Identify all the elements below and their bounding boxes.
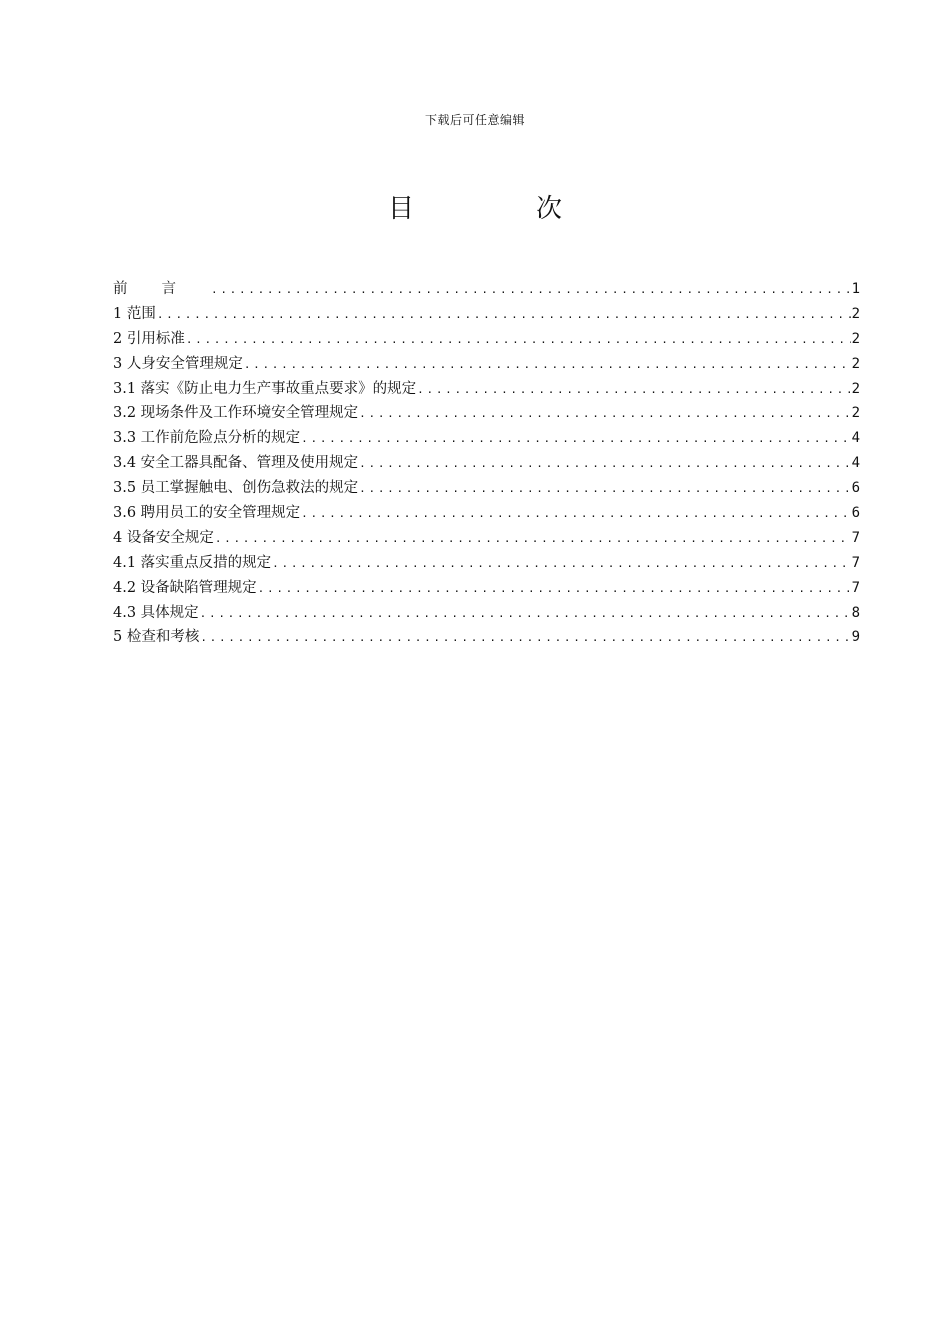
toc-entry-3-2[interactable] xyxy=(113,401,860,426)
toc-entry-page: 2 xyxy=(851,330,860,347)
toc-entry-3-4[interactable] xyxy=(113,451,860,476)
toc-entry-label: 5 检查和考核 xyxy=(113,629,200,646)
toc-entry-page: 2 xyxy=(851,380,860,397)
toc-entry-page: 6 xyxy=(851,505,860,522)
toc-entry-page: 2 xyxy=(851,355,860,372)
toc-entry-equipment-safety[interactable] xyxy=(113,526,860,551)
toc-entry-personal-safety[interactable] xyxy=(113,352,860,377)
toc-title: 目 次 xyxy=(387,194,610,224)
toc-entry-3-5[interactable] xyxy=(113,476,860,501)
toc-leader-dots xyxy=(215,527,851,552)
toc-entry-label: 3.1 落实《防止电力生产事故重点要求》的规定 xyxy=(113,380,417,397)
toc-entry-label: 2 引用标准 xyxy=(113,330,185,347)
toc-entry-label: 3.3 工作前危险点分析的规定 xyxy=(113,430,301,447)
toc-entry-label: 4 设备安全规定 xyxy=(113,529,214,546)
toc-entry-label: 3.2 现场条件及工作环境安全管理规定 xyxy=(113,405,359,422)
toc-leader-dots xyxy=(359,477,850,502)
toc-entry-page: 7 xyxy=(851,529,860,546)
toc-entry-label: 3.5 员工掌握触电、创伤急救法的规定 xyxy=(113,480,359,497)
toc-entry-3-3[interactable] xyxy=(113,426,860,451)
toc-leader-dots xyxy=(301,427,850,452)
toc-entry-label: 3.6 聘用员工的安全管理规定 xyxy=(113,505,301,522)
toc-leader-dots xyxy=(244,353,851,378)
toc-entry-label: 1 范围 xyxy=(113,305,156,322)
toc-entry-label: 4.2 设备缺陷管理规定 xyxy=(113,579,257,596)
toc-leader-dots xyxy=(359,402,850,427)
toc-entry-label: 4.1 落实重点反措的规定 xyxy=(113,554,272,571)
toc-entry-page: 2 xyxy=(851,405,860,422)
toc-leader-dots xyxy=(301,502,850,527)
toc-leader-dots xyxy=(211,278,851,303)
toc-entry-scope[interactable] xyxy=(113,302,860,327)
toc-entry-label: 前言 xyxy=(113,281,210,297)
toc-entry-preface[interactable] xyxy=(113,277,860,302)
toc-leader-dots xyxy=(186,328,851,353)
toc-entry-3-6[interactable] xyxy=(113,501,860,526)
toc-entry-page: 6 xyxy=(851,480,860,497)
toc-entry-page: 1 xyxy=(851,281,860,297)
toc-entry-4-3[interactable] xyxy=(113,601,860,626)
toc-entry-page: 4 xyxy=(851,455,860,472)
header-note: 下载后可任意编辑 xyxy=(424,113,525,127)
toc-entry-label: 3.4 安全工器具配备、管理及使用规定 xyxy=(113,455,359,472)
toc-leader-dots xyxy=(157,303,851,328)
toc-leader-dots xyxy=(417,378,850,403)
toc-entry-references[interactable] xyxy=(113,327,860,352)
toc-entry-4-1[interactable] xyxy=(113,551,860,576)
toc-leader-dots xyxy=(200,602,851,627)
toc-entry-page: 7 xyxy=(851,554,860,571)
toc-entry-page: 2 xyxy=(851,305,860,322)
toc-leader-dots xyxy=(272,552,850,577)
toc-leader-dots xyxy=(200,626,850,651)
toc-entry-4-2[interactable] xyxy=(113,576,860,601)
toc-entry-3-1[interactable] xyxy=(113,377,860,402)
toc-entry-page: 4 xyxy=(851,430,860,447)
toc-entry-label: 4.3 具体规定 xyxy=(113,604,199,621)
toc-leader-dots xyxy=(359,452,850,477)
toc-leader-dots xyxy=(258,577,851,602)
toc-entry-inspection[interactable] xyxy=(113,625,860,650)
toc-entry-page: 7 xyxy=(851,579,860,596)
toc-entry-label: 3 人身安全管理规定 xyxy=(113,355,243,372)
toc-entry-page: 9 xyxy=(851,629,860,646)
table-of-contents xyxy=(113,277,860,650)
toc-entry-page: 8 xyxy=(851,604,860,621)
